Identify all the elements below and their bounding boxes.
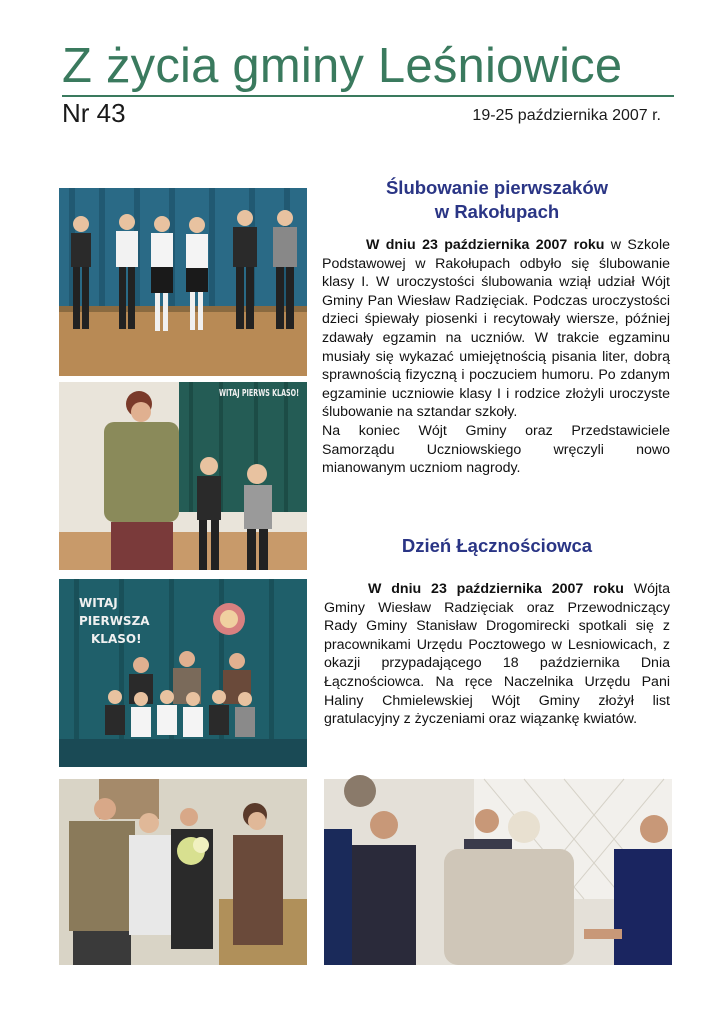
photo-pledge-ceremony bbox=[59, 382, 307, 570]
banner-text-1: WITAJ PIERWS KLASO! bbox=[219, 388, 299, 399]
photo-flowers-presentation bbox=[59, 779, 307, 965]
issue-number: Nr 43 bbox=[62, 98, 126, 128]
photo-handshake bbox=[324, 779, 672, 965]
article1-heading bbox=[330, 176, 664, 224]
article2-lead: W dniu 23 października 2007 roku bbox=[368, 581, 624, 597]
article1-text: w Szkole Podstawowej w Rakołupach odbyło się ślubowanie klasy I. W uroczystości ślubowania wziął udział Wójt Gminy Pan Wiesław Radzięciak. Podczas uroczystości dzieci śpiewały piosenki i recytowały wiersze, później zdawały egzamin na uczniów. W trakcie egzaminu musiały się wykazać umiejętnością pisania liter, dobrą sprawnością fizyczną i poczuciem humoru. Po zdanym egzaminie uczniowie klasy I i rodzice złożyli uroczyste ślubowanie na sztandar szkoły. bbox=[322, 237, 670, 421]
article1-lead: W dniu 23 października 2007 roku bbox=[366, 237, 605, 253]
banner-text-2b: PIERWSZA bbox=[79, 614, 150, 628]
newsletter-title: Z życia gminy Leśniowice bbox=[62, 38, 674, 97]
photo-class-group bbox=[59, 579, 307, 767]
article1-heading-line2: w Rakołupach bbox=[434, 201, 560, 222]
photo-children-line bbox=[59, 188, 307, 376]
article1-heading-line1: Ślubowanie pierwszaków bbox=[385, 177, 609, 198]
article1-text2: Na koniec Wójt Gminy oraz Przedstawiciele Samorządu Uczniowskiego wręczyli nowo mianowanym uczniom nagrody. bbox=[322, 422, 670, 477]
banner-text-2c: KLASO! bbox=[91, 632, 142, 646]
article2-body bbox=[324, 580, 670, 729]
article1-body bbox=[322, 236, 670, 478]
issue-date: 19-25 października 2007 r. bbox=[472, 107, 661, 124]
article2-heading: Dzień Łącznościowca bbox=[401, 535, 593, 556]
article2-text: Wójta Gminy Wiesław Radzięciak oraz Przewodniczący Rady Gminy Stanisław Drogomirecki spotkali się z pracownikami Urzędu Pocztowego w Lesniowicach, z okazji przypadającego 18 października Dnia Łącznościowca. Na ręce Naczelnika Urzędu Pani Haliny Chmielewskiej Wójt Gminy złożył list gratulacyjny z życzeniami oraz wiązankę kwiatów. bbox=[324, 581, 670, 728]
banner-text-2a: WITAJ bbox=[79, 596, 118, 610]
